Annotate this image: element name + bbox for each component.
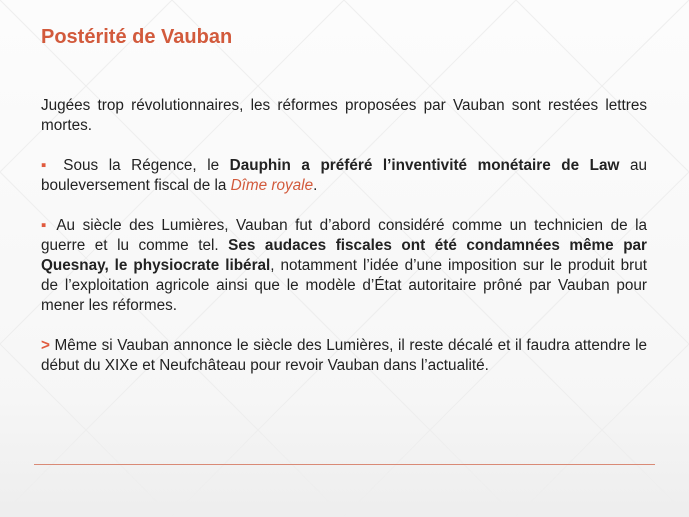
square-bullet-icon: ▪ — [41, 217, 50, 234]
paragraph-lumieres — [41, 216, 647, 316]
slide-body — [41, 96, 647, 396]
paragraph-intro: Jugées trop révolutionnaires, les réformes proposées par Vauban sont restées lettres mortes. — [41, 97, 647, 134]
text-segment: Au siècle des Lumières, Vauban fut d’abord considéré comme un technicien de la guerre et lu comme tel. — [41, 217, 647, 254]
text-segment: , notamment l’idée d’une imposition sur le produit brut de l’exploitation agricole ainsi que le modèle d’État autoritaire prôné par Vauban pour mener les réformes. — [41, 257, 647, 314]
bold-segment: Ses audaces fiscales ont été condamnées même par Quesnay, le physiocrate libéral — [41, 237, 647, 274]
slide-title: Postérité de Vauban — [41, 26, 233, 48]
paragraph-conclusion — [41, 336, 647, 376]
text-segment: au bouleversement fiscal de la — [41, 157, 647, 194]
italic-title-segment: Dîme royale — [230, 177, 314, 194]
arrow-bullet-icon: > — [41, 337, 50, 354]
text-segment: Sous la Régence, le — [52, 157, 230, 174]
paragraph-regence — [41, 156, 647, 196]
square-bullet-icon: ▪ — [41, 157, 53, 174]
bold-segment: Dauphin a préféré l’inventivité monétaire de Law — [229, 157, 620, 174]
text-segment: . — [313, 177, 318, 194]
text-segment: Même si Vauban annonce le siècle des Lumières, il reste décalé et il faudra attendre le début du XIXe et Neufchâteau pour revoir Vauban dans l’actualité. — [41, 337, 647, 374]
footer-divider — [34, 464, 655, 465]
